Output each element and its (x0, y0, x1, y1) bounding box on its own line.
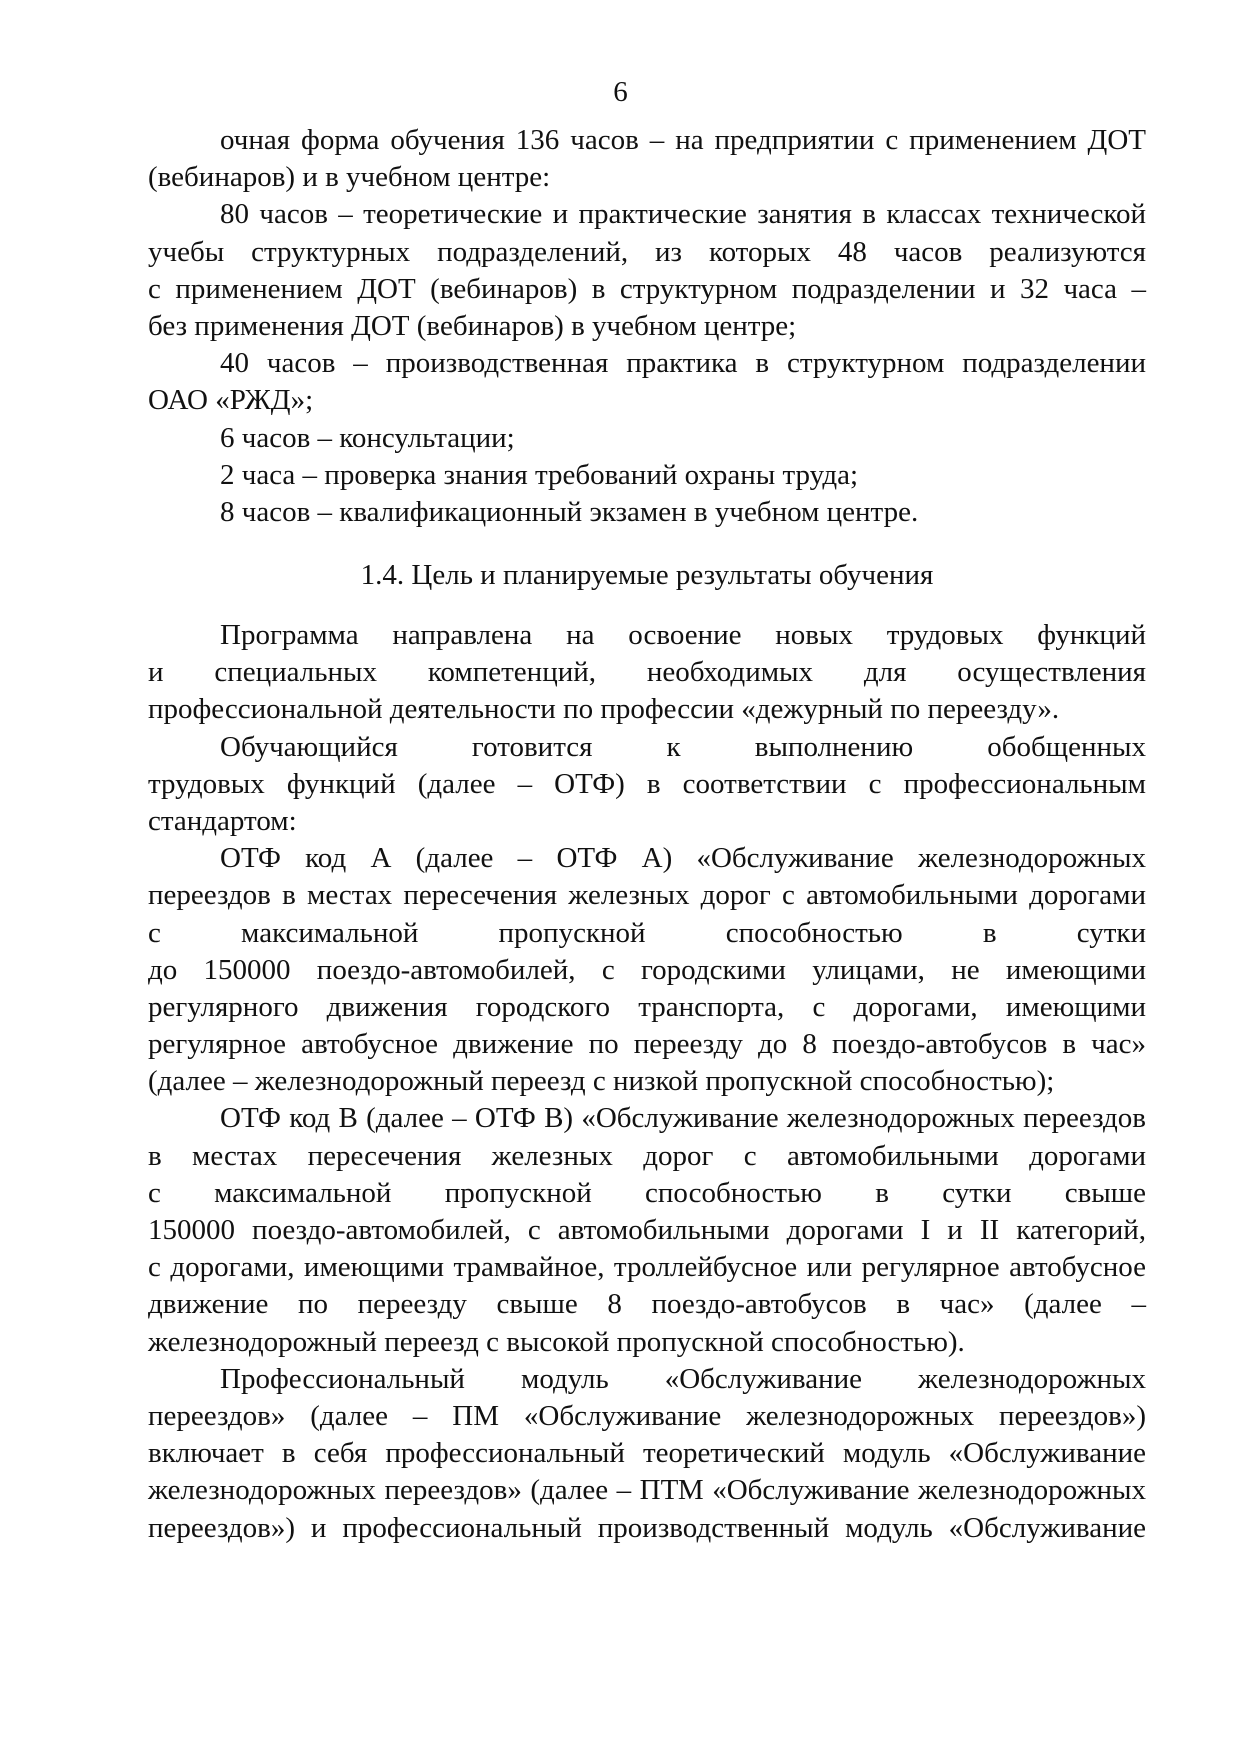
text-line: 150000 поездо-автомобилей, с автомобильными дорогами I и II категорий, (148, 1214, 1146, 1246)
text-line: 80 часов – теоретические и практические занятия в классах технической (220, 198, 1146, 231)
paragraph (148, 122, 1146, 196)
text-line: профессиональной деятельности по профессии «дежурный по переезду». (148, 693, 1060, 726)
text-line: 8 часов – квалификационный экзамен в учебном центре. (220, 495, 919, 528)
text-line: с применением ДОТ (вебинаров) в структурном подразделении и 32 часа – (148, 272, 1146, 305)
paragraph (148, 729, 1146, 841)
paragraph (148, 617, 1146, 729)
text-line: регулярного движения городского транспорта, с дорогами, имеющими (148, 990, 1146, 1023)
page-number: 6 (613, 76, 628, 108)
paragraph (148, 457, 1146, 494)
text-line: движение по переезду свыше 8 поездо-автобусов в час» (далее – (148, 1288, 1146, 1321)
text-line: Профессиональный модуль «Обслуживание железнодорожных (220, 1362, 1146, 1395)
paragraph (148, 840, 1146, 1100)
text-line: включает в себя профессиональный теоретический модуль «Обслуживание (148, 1437, 1146, 1470)
paragraph (148, 1361, 1146, 1547)
text-line: с дорогами, имеющими трамвайное, троллейбусное или регулярное автобусное (148, 1251, 1146, 1284)
text-line: трудовых функций (далее – ОТФ) в соответствии с профессиональным (148, 767, 1146, 800)
text-line: и специальных компетенций, необходимых для осуществления (148, 656, 1146, 689)
text-line: очная форма обучения 136 часов – на предприятии с применением ДОТ (220, 124, 1146, 156)
paragraph (148, 420, 1146, 457)
text-line: учебы структурных подразделений, из которых 48 часов реализуются (148, 235, 1146, 268)
text-line: железнодорожный переезд с высокой пропускной способностью). (148, 1325, 965, 1358)
text-line: ОТФ код А (далее – ОТФ А) «Обслуживание железнодорожных (220, 842, 1146, 875)
text-line: переездов») и профессиональный производственный модуль «Обслуживание (148, 1511, 1146, 1544)
text-line: регулярное автобусное движение по переезду до 8 поездо-автобусов в час» (148, 1028, 1146, 1061)
text-line: ОАО «РЖД»; (148, 384, 314, 417)
text-line: переездов в местах пересечения железных дорог с автомобильными дорогами (148, 879, 1146, 912)
text-line: (вебинаров) и в учебном центре: (148, 161, 551, 194)
paragraph (148, 196, 1146, 345)
text-line: Обучающийся готовится к выполнению обобщенных (220, 730, 1146, 763)
paragraph (148, 494, 1146, 531)
text-line: без применения ДОТ (вебинаров) в учебном центре; (148, 309, 797, 342)
text-line: в местах пересечения железных дорог с автомобильными дорогами (148, 1139, 1146, 1172)
text-line: с максимальной пропускной способностью в сутки свыше (148, 1176, 1146, 1209)
text-line: 40 часов – производственная практика в структурном подразделении (220, 347, 1146, 380)
text-line: (далее – железнодорожный переезд с низкой пропускной способностью); (148, 1065, 1055, 1098)
paragraph (148, 345, 1146, 419)
text-line: переездов» (далее – ПМ «Обслуживание железнодорожных переездов») (148, 1399, 1146, 1432)
paragraph (148, 1100, 1146, 1360)
text-line: железнодорожных переездов» (далее – ПТМ «Обслуживание железнодорожных (148, 1474, 1146, 1507)
text-line: ОТФ код В (далее – ОТФ В) «Обслуживание железнодорожных переездов (220, 1102, 1146, 1135)
text-line: 6 часов – консультации; (220, 421, 515, 454)
text-line: до 150000 поездо-автомобилей, с городскими улицами, не имеющими (148, 953, 1146, 986)
text-line: стандартом: (148, 804, 297, 837)
section-heading: 1.4. Цель и планируемые результаты обучения (360, 559, 934, 591)
text-line: с максимальной пропускной способностью в сутки (148, 916, 1146, 949)
text-line: Программа направлена на освоение новых трудовых функций (220, 619, 1146, 651)
hours-breakdown-section (148, 122, 1146, 531)
text-line: 2 часа – проверка знания требований охраны труда; (220, 458, 859, 491)
goals-section (148, 617, 1146, 1547)
